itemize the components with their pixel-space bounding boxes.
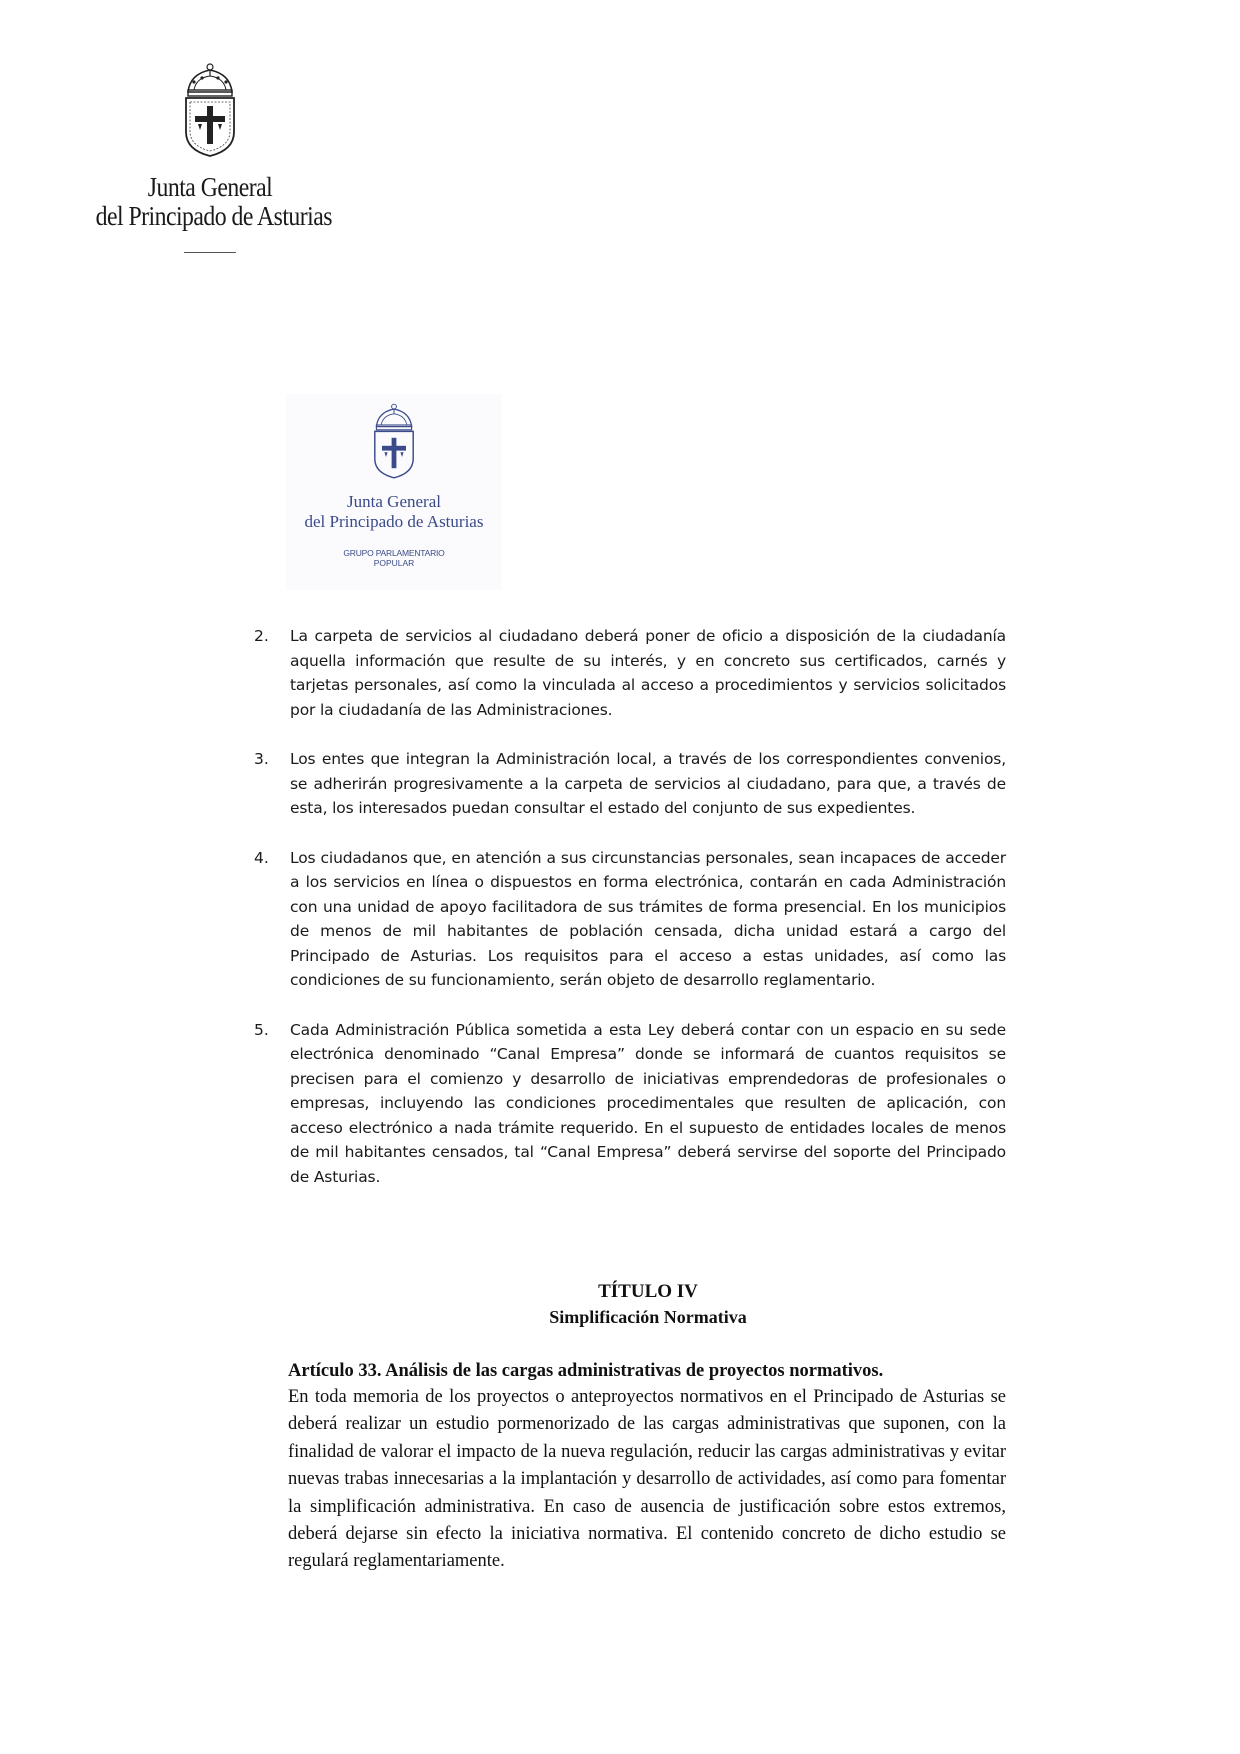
clause-text: Los entes que integran la Administración local, a través de los correspondientes convenios, se adherirán progresivamente a la carpeta de servicios al ciudadano, para que, a través de esta, los interesados puedan consultar el estado del conjunto de sus expedientes. — [290, 750, 1006, 817]
coat-of-arms-icon — [370, 400, 418, 482]
clause-item — [254, 747, 1006, 821]
clause-number: 3. — [254, 750, 269, 768]
coat-of-arms-icon — [180, 62, 240, 158]
clause-item — [254, 624, 1006, 722]
title-section — [254, 1278, 1042, 1330]
article-body: En toda memoria de los proyectos o anteproyectos normativos en el Principado de Asturias se deberá realizar un estudio pormenorizado de las cargas administrativas que suponen, con la finalidad de valorar el impacto de la nueva regulación, reducir las cargas administrativas y evitar nuevas trabas innecesarias a la implantación y desarrollo de actividades, así como para fomentar la simplificación administrativa. En caso de ausencia de justificación sobre estos extremos, deberá dejarse sin efecto la iniciativa normativa. El contenido concreto de dicho estudio se regulará reglamentariamente. — [288, 1387, 1006, 1572]
header-divider — [184, 252, 236, 253]
group-name-line1: GRUPO PARLAMENTARIO — [343, 548, 445, 558]
clause-number: 5. — [254, 1020, 269, 1039]
clause-number: 4. — [254, 848, 269, 867]
clause-text: La carpeta de servicios al ciudadano deberá poner de oficio a disposición de la ciudadanía aquella información que resulte de su interés, y en concreto sus certificados, carnés y tarjetas personales, así como la vinculada al acceso a procedimientos y servicios solicitados por la ciudadanía de las Administraciones. — [290, 627, 1006, 719]
article-heading: Artículo 33. Análisis de las cargas administrativas de proyectos normativos. — [288, 1361, 884, 1381]
group-name-line2: POPULAR — [373, 558, 415, 568]
section-title: TÍTULO IV — [598, 1281, 698, 1302]
clause-text: Los ciudadanos que, en atención a sus circunstancias personales, sean incapaces de acceder a los servicios en línea o dispuestos en forma electrónica, contarán en cada Administración con una unidad de apoyo facilitadora de sus trámites de forma presencial. En los municipios de menos de mil habitantes de población censada, dicha unidad estará a cargo del Principado de Asturias. Los requisitos para el acceso a estas unidades, así como las condiciones de su funcionamiento, serán objeto de desarrollo reglamentario. — [290, 848, 1006, 989]
group-logo — [286, 394, 502, 590]
clause-number: 2. — [254, 627, 269, 645]
letterhead — [80, 62, 340, 253]
clause-item — [254, 1018, 1006, 1190]
clause-item — [254, 846, 1006, 993]
institution-name-line2: del Principado de Asturias — [95, 201, 332, 231]
clause-text: Cada Administración Pública sometida a esta Ley deberá contar con un espacio en su sede electrónica denominado “Canal Empresa” donde se informará de cuantos requisitos se precisen para el comienzo y desarrollo de iniciativas emprendedoras de profesionales o empresas, incluyendo las condiciones procedimentales que resulten de aplicación, con acceso electrónico a nada trámite requerido. En el supuesto de entidades locales de menos de mil habitantes censados, tal “Canal Empresa” deberá servirse del soporte del Principado de Asturias. — [290, 1020, 1006, 1186]
article — [288, 1358, 1006, 1576]
group-logo-line2: del Principado de Asturias — [304, 512, 484, 531]
clause-list — [254, 624, 1006, 1214]
institution-name-line1: Junta General — [147, 172, 273, 202]
section-subtitle: Simplificación Normativa — [549, 1307, 747, 1327]
group-logo-line1: Junta General — [347, 492, 441, 511]
